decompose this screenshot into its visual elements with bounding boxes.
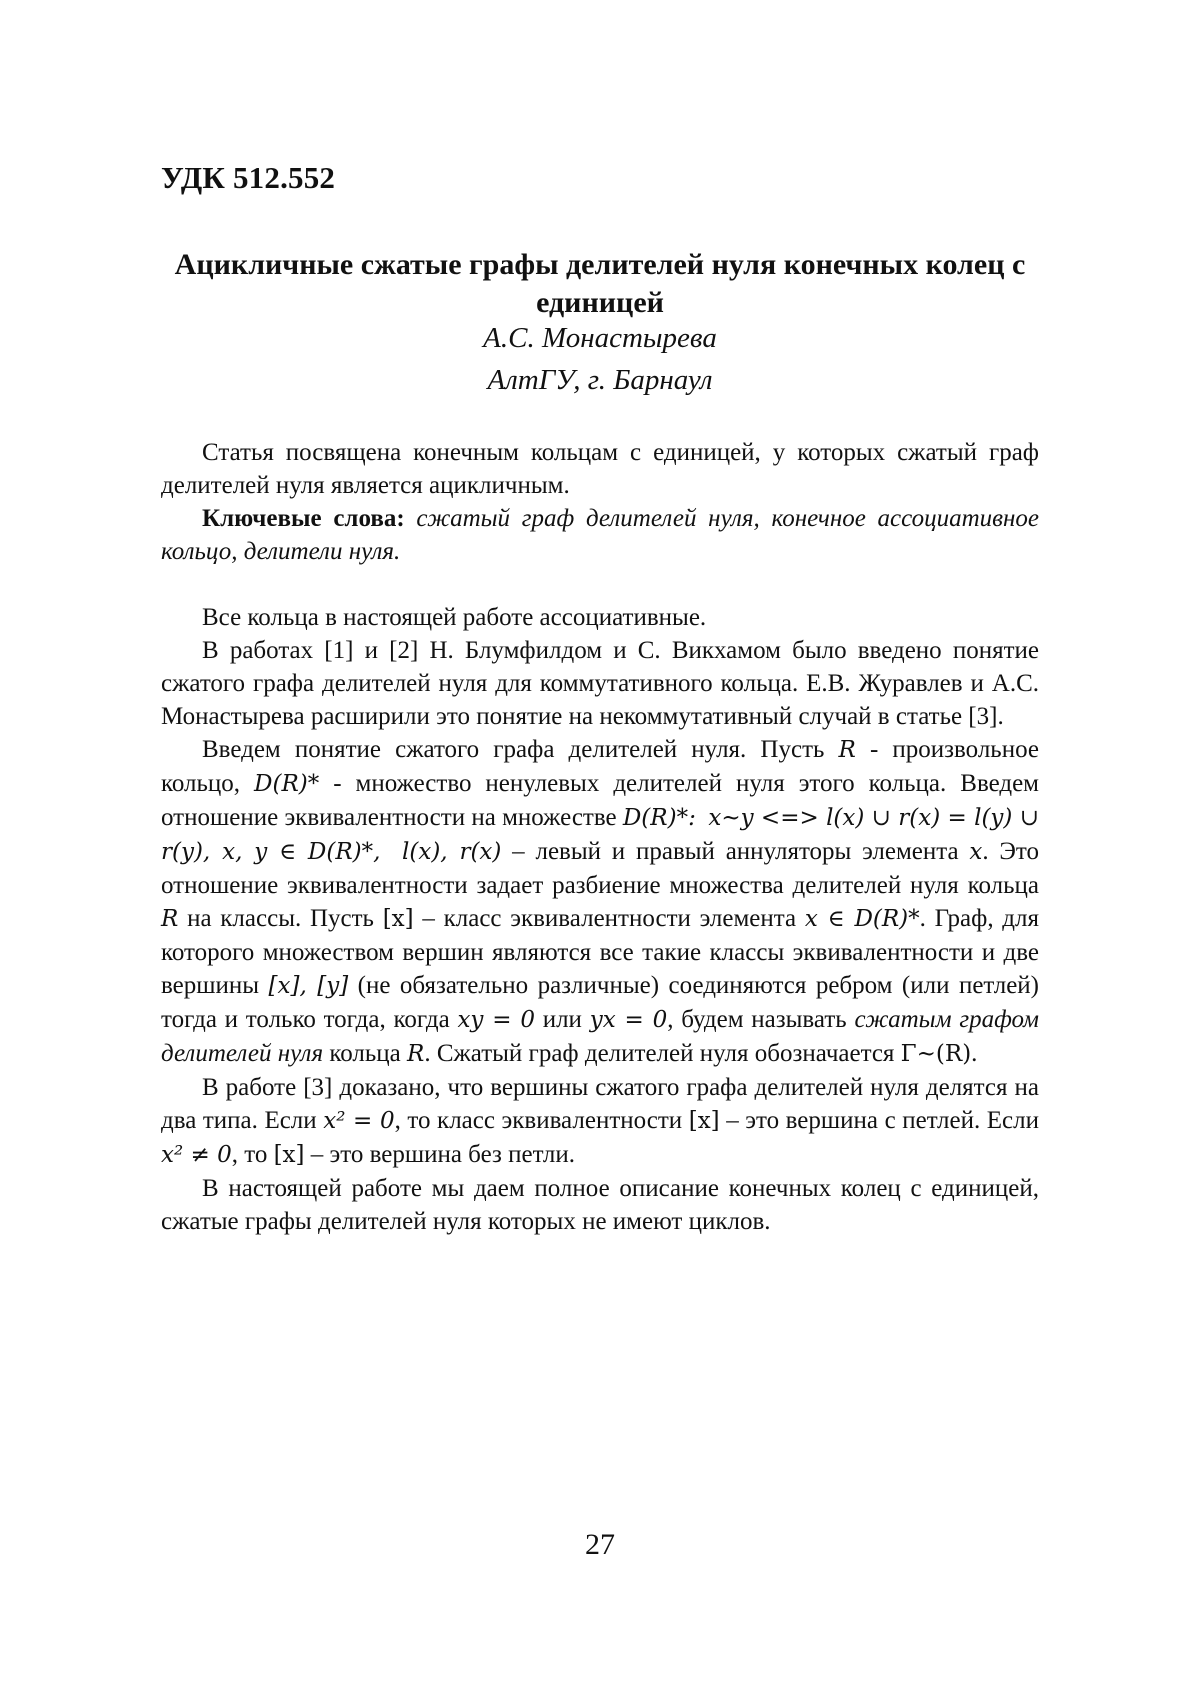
math-inline: [x], [y]	[268, 973, 349, 999]
math-inline: Γ~(R)	[900, 1041, 972, 1067]
math-inline: x² = 0	[323, 1108, 395, 1134]
math-inline: xy = 0	[457, 1007, 535, 1033]
math-inline: R	[161, 906, 179, 932]
article-body	[161, 436, 1039, 1238]
author-affiliation: АлтГУ, г. Барнаул	[487, 364, 713, 396]
math-inline: D(R)*:	[622, 805, 696, 831]
text-run: , то класс эквивалентности	[394, 1107, 689, 1134]
equivalence-relation-formula: x~y <=> l(x) ∪ r(x) = l(y) ∪ r(y), x, y ∈ D(R)*,	[161, 805, 1040, 865]
text-run: – это вершина с петлей. Если	[719, 1107, 1039, 1134]
math-inline: x² ≠ 0	[161, 1142, 232, 1168]
paragraph-1: Все кольца в настоящей работе ассоциативные.	[202, 604, 707, 631]
text-run: - произвольное кольцо,	[161, 736, 1039, 797]
math-inline: yx = 0	[589, 1007, 668, 1033]
text-run: . Сжатый граф делителей нуля обозначается	[424, 1040, 901, 1067]
math-inline: l(x), r(x)	[402, 839, 502, 865]
udc-code: УДК 512.552	[161, 160, 336, 195]
text-run: .	[971, 1040, 978, 1067]
text-run: кольца	[323, 1040, 407, 1067]
keywords-label: Ключевые слова:	[202, 505, 405, 532]
math-inline: R	[838, 737, 856, 763]
math-inline: x ∈ D(R)*	[804, 906, 920, 932]
text-run: , то	[231, 1141, 274, 1168]
paragraph-4	[161, 1071, 1039, 1172]
text-run: Введем понятие сжатого графа делителей нуля. Пусть	[202, 736, 839, 763]
math-inline: [x]	[382, 906, 414, 932]
text-run: (не обязательно различные) соединяются ребром (или петлей) тогда и только тогда, когда	[161, 972, 1039, 1033]
math-inline: R	[406, 1041, 425, 1067]
text-run: – класс эквивалентности элемента	[413, 905, 805, 932]
text-run: – это вершина без петли.	[304, 1141, 575, 1168]
math-inline: x	[969, 839, 983, 865]
paragraph-5: В настоящей работе мы даем полное описание конечных колец с единицей, сжатые графы делителей нуля которых не имеют циклов.	[161, 1175, 1039, 1235]
text-run: . Это отношение эквивалентности задает разбиение множества делителей нуля кольца	[161, 838, 1040, 899]
text-run: – левый и правый аннуляторы элемента	[501, 838, 970, 865]
article-title: Ацикличные сжатые графы делителей нуля конечных колец с единицей	[174, 248, 1026, 319]
author-name: А.С. Монастырева	[483, 322, 717, 354]
text-run: - множество ненулевых делителей нуля этого кольца. Введем отношение эквивалентности на множестве	[161, 770, 1039, 831]
math-inline: D(R)*	[254, 771, 320, 797]
text-run: В работе [3] доказано, что вершины сжатого графа делителей нуля делятся на два типа. Если	[161, 1074, 1039, 1134]
paragraph-3	[161, 733, 1039, 1071]
math-inline: [x]	[688, 1108, 720, 1134]
paragraph-2: В работах [1] и [2] Н. Блумфилдом и С. Викхамом было введено понятие сжатого графа делителей нуля для коммутативного кольца. Е.В. Журавлев и А.С. Монастырева расширили это понятие на некоммутативный случай в статье [3].	[161, 637, 1039, 730]
text-run: , будем называть	[667, 1006, 855, 1033]
math-inline: [x]	[273, 1142, 305, 1168]
text-run: . Граф, для которого множеством вершин являются все такие классы эквивалентности и две вершины	[161, 905, 1040, 999]
text-run: на классы. Пусть	[178, 905, 383, 932]
keywords-text: сжатый граф делителей нуля, конечное ассоциативное кольцо, делители нуля.	[161, 505, 1039, 565]
keywords-paragraph	[161, 502, 1039, 568]
text-run: или	[534, 1006, 590, 1033]
page-number: 27	[585, 1528, 615, 1561]
abstract: Статья посвящена конечным кольцам с единицей, у которых сжатый граф делителей нуля является ацикличным.	[161, 439, 1039, 499]
defined-term: сжатым графом делителей нуля	[161, 1006, 1039, 1067]
